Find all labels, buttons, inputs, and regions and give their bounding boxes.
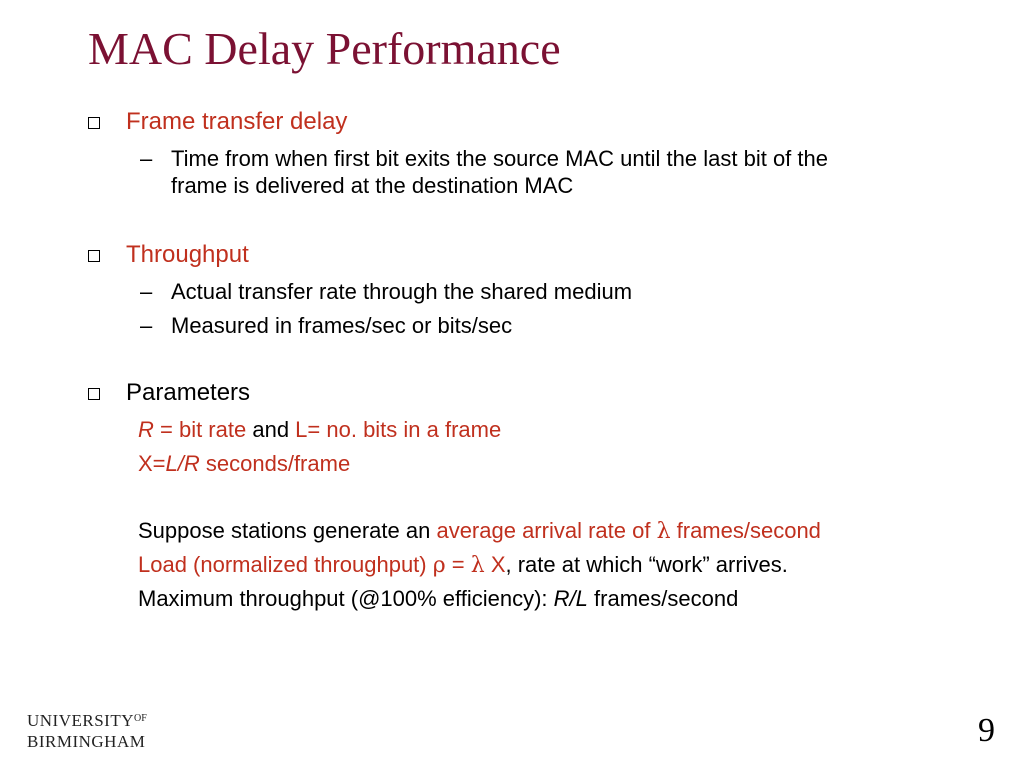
arrival-frames-second: frames/second <box>670 518 821 543</box>
sub-bullet-text: Measured in frames/sec or bits/sec <box>171 313 513 338</box>
arrival-red-text: average arrival rate of <box>436 518 657 543</box>
param-line-bitrate <box>138 417 501 443</box>
dash-bullet-icon: – <box>140 146 153 171</box>
max-throughput-rl: R/L <box>553 586 588 611</box>
logo-university: UNIVERSITY <box>27 711 134 730</box>
lambda-symbol: λ <box>470 553 485 578</box>
param-and: and <box>246 417 296 442</box>
param-line-load <box>138 552 788 578</box>
load-rest: , rate at which “work” arrives. <box>505 552 788 577</box>
load-x: X <box>484 552 506 577</box>
university-logo <box>27 708 147 752</box>
square-bullet-icon <box>88 388 100 400</box>
max-throughput-rest: frames/second <box>587 586 739 611</box>
bullet-label: Frame transfer delay <box>126 108 348 135</box>
param-seconds-frame: seconds/frame <box>199 451 351 476</box>
param-line-x <box>138 451 350 477</box>
param-line-max-throughput <box>138 586 738 612</box>
param-l-over-r: L/R <box>165 451 200 476</box>
bullet-label: Throughput <box>126 241 249 268</box>
logo-line-2: BIRMINGHAM <box>27 732 146 751</box>
param-x-eq: X= <box>138 451 166 476</box>
square-bullet-icon <box>88 250 100 262</box>
param-frame-bits: L= no. bits in a frame <box>295 417 502 442</box>
load-label: Load (normalized throughput) <box>138 552 433 577</box>
square-bullet-icon <box>88 117 100 129</box>
sub-bullet-text: Actual transfer rate through the shared medium <box>171 279 633 304</box>
rho-symbol: ρ <box>432 553 446 578</box>
page-number: 9 <box>978 712 995 749</box>
bullet-label: Parameters <box>126 379 251 406</box>
arrival-plain-text: Suppose stations generate an <box>138 518 437 543</box>
logo-line-1 <box>27 708 147 731</box>
sub-bullet-line: Time from when first bit exits the source MAC until the last bit of the <box>171 146 828 171</box>
slide-title: MAC Delay Performance <box>88 23 561 74</box>
dash-bullet-icon: – <box>140 313 153 338</box>
sub-bullet-text <box>171 145 828 199</box>
max-throughput-text: Maximum throughput (@100% efficiency): <box>138 586 554 611</box>
logo-of: OF <box>134 713 147 724</box>
param-line-arrival <box>138 518 821 544</box>
load-equals: = <box>445 552 471 577</box>
dash-bullet-icon: – <box>140 279 153 304</box>
lambda-symbol: λ <box>656 519 671 544</box>
param-bitrate: = bit rate <box>153 417 247 442</box>
sub-bullet-line: frame is delivered at the destination MAC <box>171 173 574 198</box>
param-r: R <box>138 417 154 442</box>
